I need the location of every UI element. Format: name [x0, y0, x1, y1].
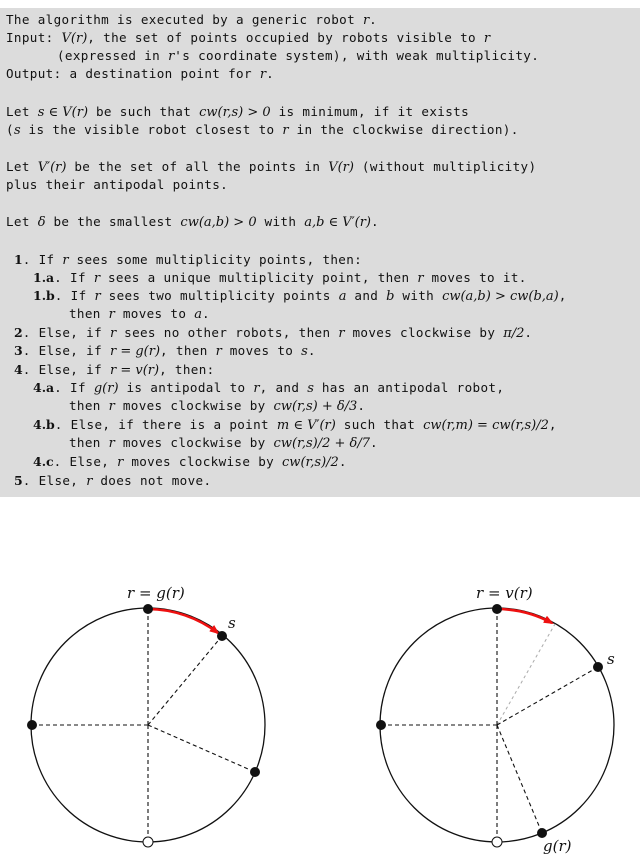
robot-dot — [27, 720, 37, 730]
robot-r — [492, 604, 502, 614]
def-vprime: Let V′(r) be the set of all the points in V(r) (without multiplicity) — [6, 159, 537, 175]
algo-output: Output: a destination point for r. — [6, 66, 275, 82]
def-s-paren: (s is the visible robot closest to r in the clockwise direction). — [6, 122, 519, 138]
circle-diagram-left — [0, 570, 320, 854]
step-4a: 4.a. If g(r) is antipodal to r, and s has an antipodal robot, — [33, 380, 505, 396]
antipode-r-hollow — [492, 837, 502, 847]
label-r-equals-v: r = v(r) — [476, 584, 533, 602]
robot-dot — [376, 720, 386, 730]
robot-s — [593, 662, 603, 672]
step-1: 1. If r sees some multiplicity points, then: — [14, 252, 363, 268]
figure-left-r-equals-g — [0, 570, 320, 854]
clockwise-move-arrow — [497, 609, 552, 623]
label-s: s — [228, 614, 236, 632]
step-4c: 4.c. Else, r moves clockwise by cw(r,s)/2. — [33, 454, 347, 470]
step-4: 4. Else, if r = v(r), then: — [14, 362, 215, 378]
algorithm-box — [0, 8, 640, 497]
algo-input-cont: (expressed in r's coordinate system), with weak multiplicity. — [57, 48, 540, 64]
def-delta: Let δ be the smallest cw(a,b) > 0 with a,b ∈ V′(r). — [6, 214, 379, 230]
algo-input: Input: V(r), the set of points occupied by robots visible to r — [6, 30, 491, 46]
midpoint-ray — [497, 624, 555, 725]
robot-r — [143, 604, 153, 614]
circle-diagram-right — [320, 570, 640, 854]
robot-dot — [250, 767, 260, 777]
step-4b-cont: then r moves clockwise by cw(r,s)/2 + δ/7. — [69, 435, 378, 451]
def-s: Let s ∈ V(r) be such that cw(r,s) > 0 is minimum, if it exists — [6, 104, 469, 120]
step-1b: 1.b. If r sees two multiplicity points a and b with cw(a,b) > cw(b,a), — [33, 288, 567, 304]
cropped-caption — [0, 0, 640, 5]
step-1b-cont: then r moves to a. — [69, 306, 210, 322]
step-4b: 4.b. Else, if there is a point m ∈ V′(r) such that cw(r,m) = cw(r,s)/2, — [33, 417, 557, 433]
label-s: s — [607, 650, 615, 668]
step-2: 2. Else, if r sees no other robots, then r moves clockwise by π/2. — [14, 325, 533, 341]
figure-right-r-equals-v — [320, 570, 640, 854]
algo-intro: The algorithm is executed by a generic robot r. — [6, 12, 378, 28]
clockwise-move-arrow — [148, 609, 218, 633]
robot-s — [217, 631, 227, 641]
step-3: 3. Else, if r = g(r), then r moves to s. — [14, 343, 316, 359]
step-5: 5. Else, r does not move. — [14, 473, 212, 489]
label-r-equals-g: r = g(r) — [127, 584, 185, 602]
def-vprime-cont: plus their antipodal points. — [6, 177, 229, 192]
antipode-r-hollow — [143, 837, 153, 847]
label-g-of-r: g(r) — [543, 837, 572, 854]
step-4a-cont: then r moves clockwise by cw(r,s) + δ/3. — [69, 398, 366, 414]
step-1a: 1.a. If r sees a unique multiplicity point, then r moves to it. — [33, 270, 527, 286]
